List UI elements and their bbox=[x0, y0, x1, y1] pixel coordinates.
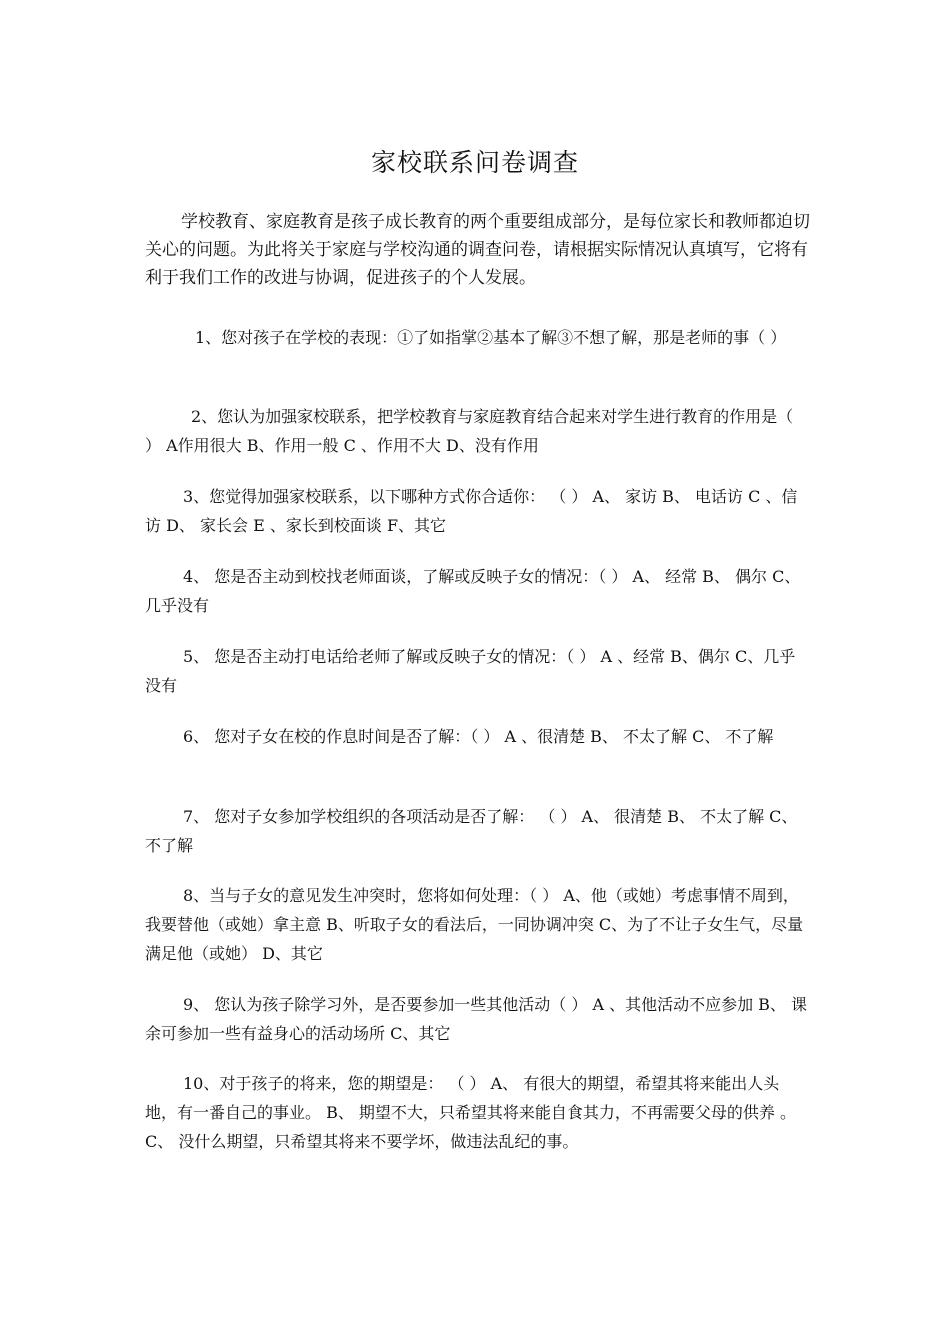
intro-paragraph: 学校教育、家庭教育是孩子成长教育的两个重要组成部分，是每位家长和教师都迫切关心的问题。为此将关于家庭与学校沟通的调查问卷，请根据实际情况认真填写，它将有利于我们工作的改进与协调，促进孩子的个人发展。 bbox=[145, 212, 810, 288]
question-2: 2、您认为加强家校联系，把学校教育与家庭教育结合起来对学生进行教育的作用是（ ） A作用很大 B、作用一般 C 、作用不大 D、没有作用 bbox=[145, 407, 794, 455]
question-6: 6、 您对子女在校的作息时间是否了解：（ ） A 、很清楚 B、 不太了解 C、 不了解 bbox=[183, 727, 774, 746]
question-8: 8、当与子女的意见发生冲突时，您将如何处理：（ ） A、他（或她）考虑事情不周到，我要替他（或她）拿主意 B、听取子女的看法后，一同协调冲突 C、为了不让子女生气，尽量满足他（或她） D、其它 bbox=[145, 886, 804, 963]
question-5: 5、 您是否主动打电话给老师了解或反映子女的情况：（ ） A 、经常 B、偶尔 C、几乎没有 bbox=[145, 647, 796, 695]
question-9: 9、 您认为孩子除学习外，是否要参加一些其他活动（ ） A 、其他活动不应参加 B、 课余可参加一些有益身心的活动场所 C、其它 bbox=[145, 995, 808, 1043]
document-title: 家校联系问卷调查 bbox=[370, 148, 579, 177]
question-4: 4、 您是否主动到校找老师面谈，了解或反映子女的情况：（ ） A、 经常 B、 偶尔 C、几乎没有 bbox=[145, 567, 801, 615]
question-3: 3、您觉得加强家校联系，以下哪种方式你合适你： （ ） A、 家访 B、 电话访 C 、信访 D、 家长会 E 、家长到校面谈 F、其它 bbox=[145, 487, 798, 535]
question-1: 1、您对孩子在学校的表现：①了如指掌②基本了解③不想了解，那是老师的事（ ） bbox=[195, 328, 787, 347]
question-10: 10、对于孩子的将来，您的期望是： （ ） A、 有很大的期望，希望其将来能出人头地，有一番自己的事业。 B、 期望不大，只希望其将来能自食其力，不再需要父母的供养 。 C、 没什么期望，只希望其将来不要学坏，做违法乱纪的事。 bbox=[145, 1074, 797, 1151]
question-7: 7、 您对子女参加学校组织的各项活动是否了解： （ ） A、 很清楚 B、 不太了解 C、 不了解 bbox=[145, 807, 798, 855]
